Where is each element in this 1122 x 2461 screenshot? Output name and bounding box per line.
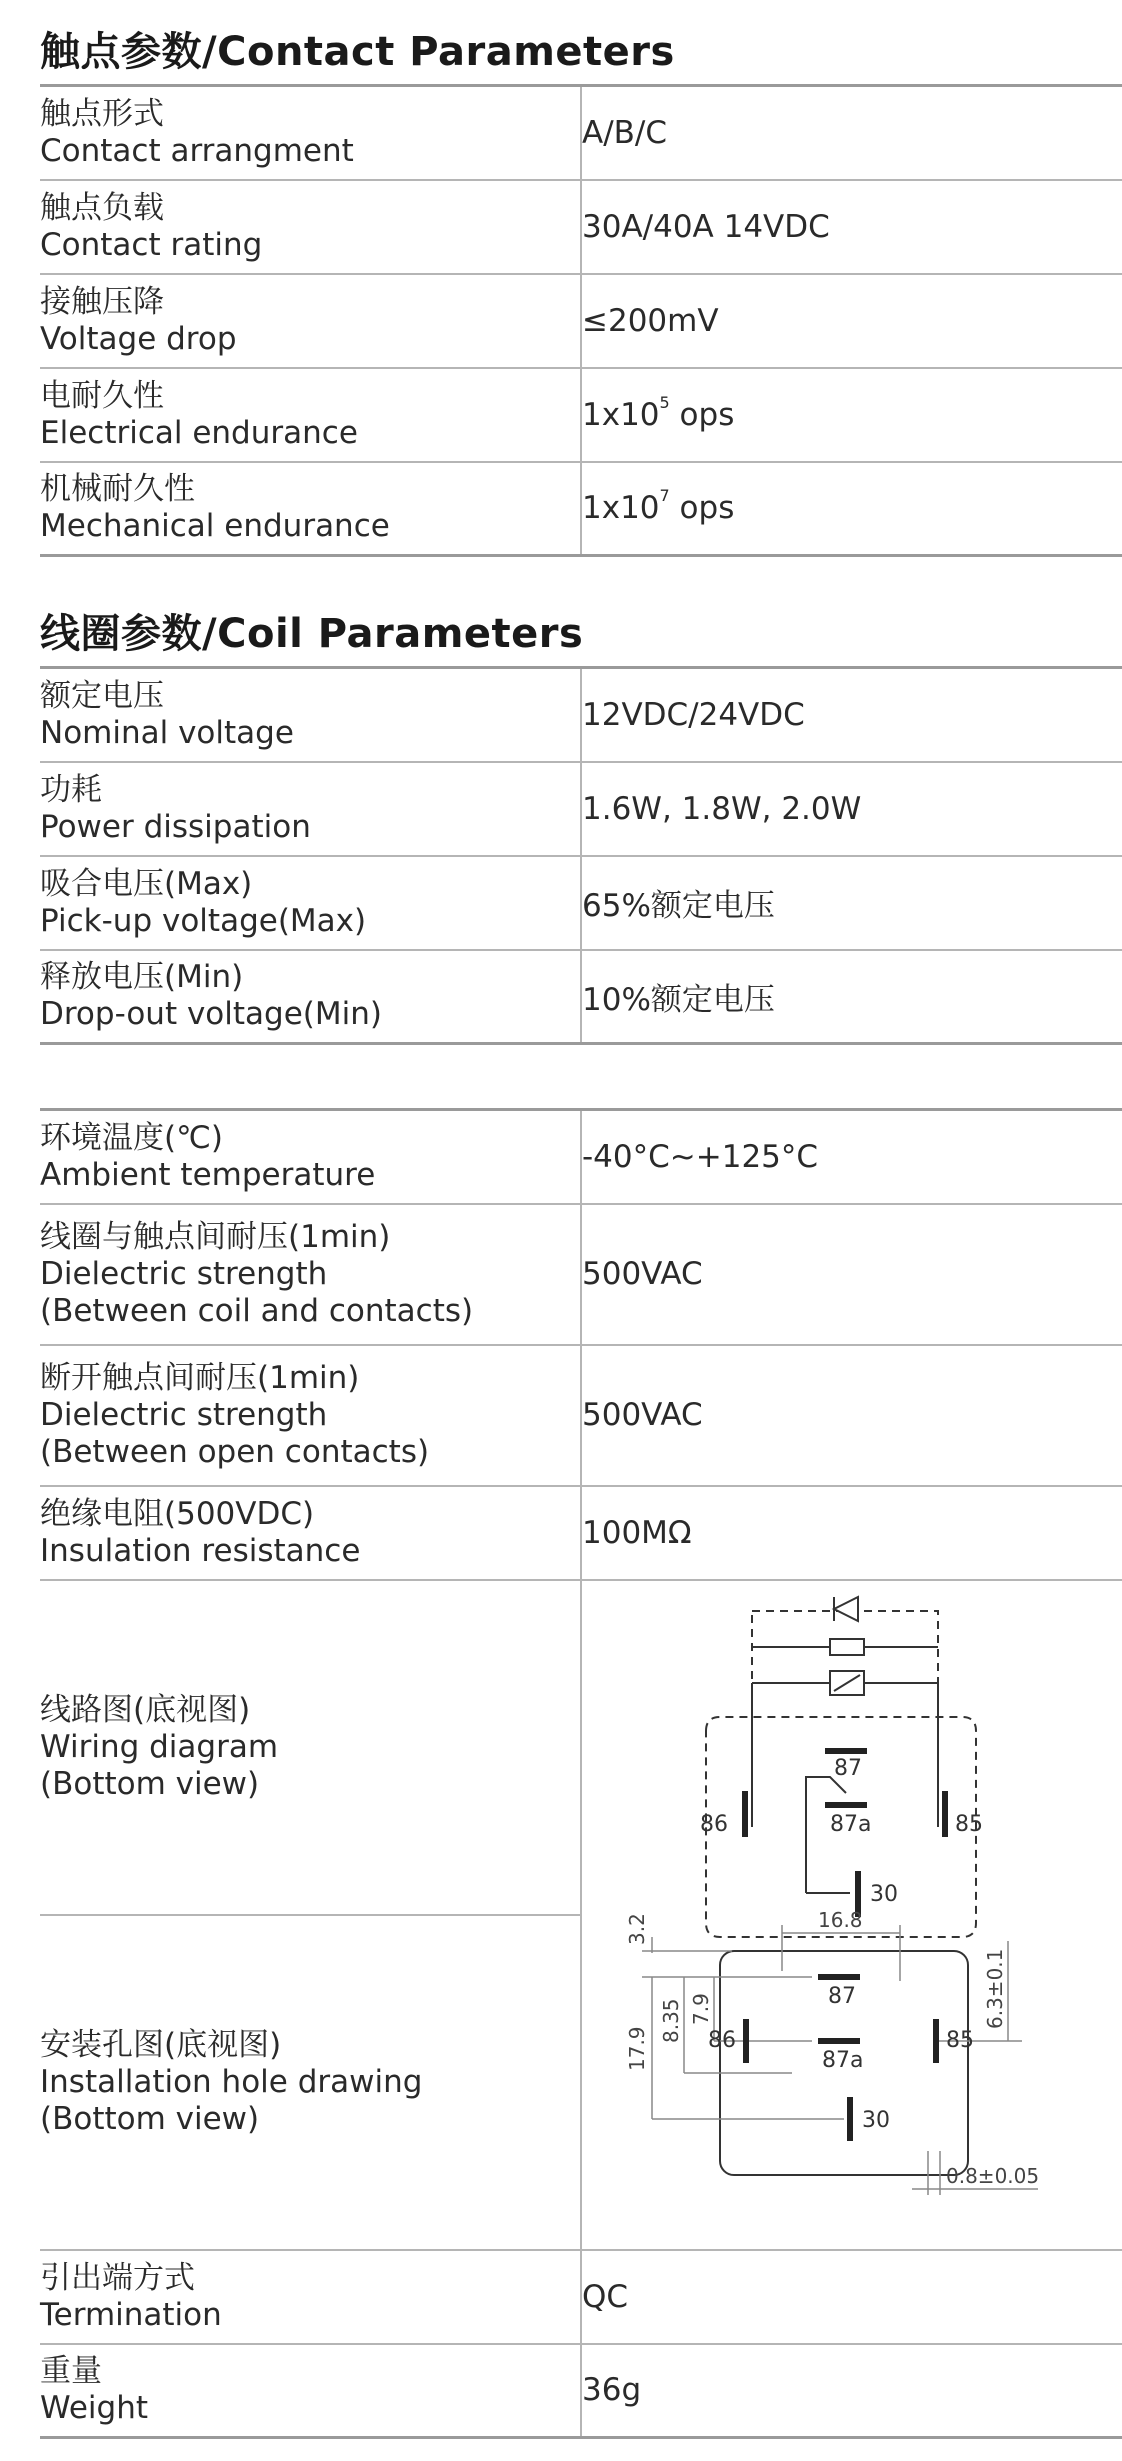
pin-label-86: 86 <box>708 2027 736 2053</box>
coil-section-title: 线圈参数/Coil Parameters <box>40 611 584 657</box>
row-label-en: Wiring diagram <box>40 1728 279 1765</box>
value-base: 1x10 <box>582 490 660 527</box>
contact-table <box>40 84 1122 557</box>
table-row <box>40 2250 1122 2344</box>
row-label-zh: 环境温度(℃) <box>40 1119 224 1156</box>
row-label-zh: 触点负载 <box>40 189 164 226</box>
pin-label-85: 85 <box>946 2027 974 2053</box>
row-value: 500VAC <box>581 1204 1122 1345</box>
dim-8-35: 8.35 <box>659 1997 683 2043</box>
general-table <box>40 1108 1122 2439</box>
row-label-en: Electrical endurance <box>40 414 358 451</box>
row-value: ≤200mV <box>581 274 1122 368</box>
row-label-en: Weight <box>40 2390 149 2427</box>
installation-drawing <box>625 1908 1039 2195</box>
pin-label-87a: 87a <box>830 1811 872 1837</box>
row-label-zh: 触点形式 <box>40 95 164 132</box>
table-row <box>40 274 1122 368</box>
pin-label-30: 30 <box>862 2107 890 2133</box>
table-row <box>40 1486 1122 1580</box>
row-value <box>581 368 1122 462</box>
row-value: 65%额定电压 <box>581 856 1122 950</box>
row-value: 10%额定电压 <box>581 950 1122 1044</box>
row-label-zh: 额定电压 <box>40 677 164 714</box>
row-value: -40°C~+125°C <box>581 1110 1122 1204</box>
row-label-en: Contact arrangment <box>40 132 354 169</box>
row-label-zh: 电耐久性 <box>40 377 164 414</box>
table-row <box>40 1110 1122 1204</box>
row-label-en: Dielectric strength <box>40 1396 328 1433</box>
row-label-zh: 引出端方式 <box>40 2259 195 2296</box>
pin-label-87: 87 <box>834 1755 862 1781</box>
table-row <box>40 2344 1122 2438</box>
table-row <box>40 950 1122 1044</box>
pin-label-30: 30 <box>870 1881 898 1907</box>
pin-label-86: 86 <box>700 1811 728 1837</box>
row-value: 100MΩ <box>581 1486 1122 1580</box>
table-row <box>40 368 1122 462</box>
table-row <box>40 180 1122 274</box>
row-label-en: Dielectric strength <box>40 1255 328 1292</box>
row-label-zh: 机械耐久性 <box>40 471 195 508</box>
row-label-en-sub: (Bottom view) <box>40 1765 260 1802</box>
row-label-zh: 功耗 <box>40 771 102 808</box>
value-base: 1x10 <box>582 396 660 433</box>
table-row <box>40 1204 1122 1345</box>
row-value: 500VAC <box>581 1345 1122 1486</box>
row-label-en: Drop-out voltage(Min) <box>40 996 382 1033</box>
table-row <box>40 462 1122 556</box>
row-value: QC <box>581 2250 1122 2344</box>
row-label-zh: 接触压降 <box>40 283 164 320</box>
diagrams-svg <box>582 1581 1122 2241</box>
row-label-zh: 重量 <box>40 2353 102 2390</box>
row-label-zh: 断开触点间耐压(1min) <box>40 1359 360 1396</box>
pin-label-87a: 87a <box>822 2047 864 2073</box>
row-value: 12VDC/24VDC <box>581 668 1122 762</box>
row-label-zh: 线圈与触点间耐压(1min) <box>40 1218 391 1255</box>
row-label-en: Ambient temperature <box>40 1156 376 1193</box>
row-value <box>581 462 1122 556</box>
value-unit: ops <box>669 490 735 527</box>
row-value: A/B/C <box>581 86 1122 180</box>
row-label-en-sub: (Between coil and contacts) <box>40 1292 474 1329</box>
row-label-en: Pick-up voltage(Max) <box>40 902 367 939</box>
row-label-en: Nominal voltage <box>40 714 294 751</box>
value-exponent: 7 <box>659 486 670 506</box>
dim-6-3: 6.3±0.1 <box>983 1948 1007 2029</box>
dim-3-2: 3.2 <box>625 1912 649 1945</box>
pin-label-87: 87 <box>828 1983 856 2009</box>
resistor-icon <box>830 1639 864 1655</box>
table-row <box>40 668 1122 762</box>
row-label-zh: 线路图(底视图) <box>40 1691 251 1728</box>
row-label-zh: 绝缘电阻(500VDC) <box>40 1495 315 1532</box>
row-label-en: Mechanical endurance <box>40 508 390 545</box>
row-value: 36g <box>581 2344 1122 2438</box>
diagram-cell <box>581 1580 1122 2250</box>
row-label-en: Voltage drop <box>40 320 237 357</box>
row-value: 30A/40A 14VDC <box>581 180 1122 274</box>
table-row <box>40 762 1122 856</box>
row-label-zh: 吸合电压(Max) <box>40 865 253 902</box>
dim-7-9: 7.9 <box>689 1992 713 2025</box>
row-label-en: Installation hole drawing <box>40 2063 423 2100</box>
diode-icon <box>834 1597 858 1621</box>
row-label-en-sub: (Between open contacts) <box>40 1433 430 1470</box>
dim-17-9: 17.9 <box>625 2025 649 2071</box>
row-label-en: Contact rating <box>40 226 263 263</box>
pin-label-85: 85 <box>955 1811 983 1837</box>
row-label-en: Insulation resistance <box>40 1532 361 1569</box>
value-unit: ops <box>669 396 735 433</box>
value-exponent: 5 <box>659 392 670 412</box>
row-label-en: Power dissipation <box>40 808 311 845</box>
table-row <box>40 86 1122 180</box>
dim-0-8: 0.8±0.05 <box>946 2163 1040 2188</box>
dim-16-8: 16.8 <box>818 1907 863 1932</box>
row-label-zh: 安装孔图(底视图) <box>40 2026 282 2063</box>
table-row <box>40 1345 1122 1486</box>
table-row <box>40 856 1122 950</box>
contact-section-title: 触点参数/Contact Parameters <box>40 29 675 75</box>
table-row <box>40 1580 1122 1915</box>
coil-table <box>40 666 1122 1045</box>
row-label-en: Termination <box>40 2296 222 2333</box>
row-label-en-sub: (Bottom view) <box>40 2100 260 2137</box>
row-value: 1.6W, 1.8W, 2.0W <box>581 762 1122 856</box>
row-label-zh: 释放电压(Min) <box>40 959 244 996</box>
